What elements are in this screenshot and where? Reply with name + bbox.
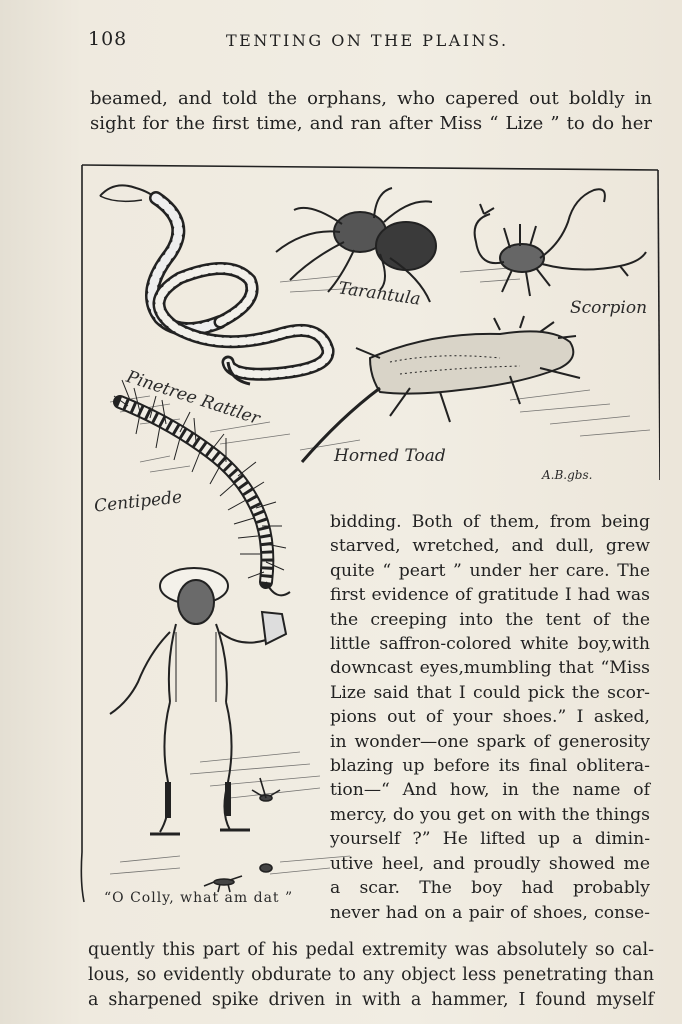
text-line: beamed, and told the orphans, who capered out boldly in bbox=[90, 88, 652, 109]
text-line: in wonder—one spark of generosity bbox=[330, 731, 650, 752]
side-column-text bbox=[330, 510, 650, 925]
label-horned-toad: Horned Toad bbox=[334, 446, 446, 466]
text-line: lous, so evidently obdurate to any object less penetrating than bbox=[88, 965, 654, 985]
running-title: TENTING ON THE PLAINS. bbox=[226, 31, 509, 50]
top-paragraph bbox=[90, 86, 652, 136]
small-critters-drawing bbox=[204, 778, 280, 892]
text-line: bidding. Both of them, from being bbox=[330, 512, 650, 532]
text-line: downcast eyes,mumbling that “Miss bbox=[330, 658, 650, 679]
label-centipede: Centipede bbox=[93, 487, 183, 517]
page-number: 108 bbox=[88, 28, 128, 50]
bottom-paragraph bbox=[88, 938, 654, 1013]
text-line: sight for the first time, and ran after Miss “ Lize ” to do her bbox=[90, 113, 652, 134]
text-line: a sharpened spike driven in with a hammer, I found myself bbox=[88, 990, 654, 1010]
text-line: little saffron-colored white boy,with bbox=[330, 634, 650, 655]
scorpion-drawing bbox=[475, 189, 646, 296]
text-line: Lize said that I could pick the scor- bbox=[330, 682, 650, 703]
text-line: first evidence of gratitude I had was bbox=[330, 585, 650, 606]
label-scorpion: Scorpion bbox=[570, 298, 648, 318]
label-tarantula: Tarantula bbox=[337, 278, 422, 310]
horned-toad-drawing bbox=[302, 316, 580, 462]
text-line: starved, wretched, and dull, grew bbox=[330, 536, 650, 557]
rattlesnake-drawing bbox=[100, 185, 328, 384]
running-head bbox=[88, 26, 648, 56]
text-line: mercy, do you get on with the things bbox=[330, 804, 650, 825]
text-line: the creeping into the tent of the bbox=[330, 609, 650, 630]
text-line: pions out of your shoes.” I asked, bbox=[330, 707, 650, 728]
text-line: utive heel, and proudly showed me bbox=[330, 853, 650, 874]
text-line: quently this part of his pedal extremity was absolutely so cal- bbox=[88, 940, 654, 960]
text-line: quite “ peart ” under her care. The bbox=[330, 560, 650, 581]
artist-signature: A.B.gbs. bbox=[542, 468, 593, 482]
text-line: tion—“ And how, in the name of bbox=[330, 780, 650, 801]
text-line: a scar. The boy had probably bbox=[330, 878, 650, 899]
centipede-drawing bbox=[114, 380, 290, 595]
illustration-caption: “O Colly, what am dat ” bbox=[104, 890, 294, 906]
label-rattler: Pinetree Rattler bbox=[123, 367, 263, 429]
text-line: never had on a pair of shoes, conse- bbox=[330, 902, 650, 923]
text-line: yourself ?” He lifted up a dimin- bbox=[330, 829, 650, 850]
text-line: blazing up before its final oblitera- bbox=[330, 756, 650, 777]
